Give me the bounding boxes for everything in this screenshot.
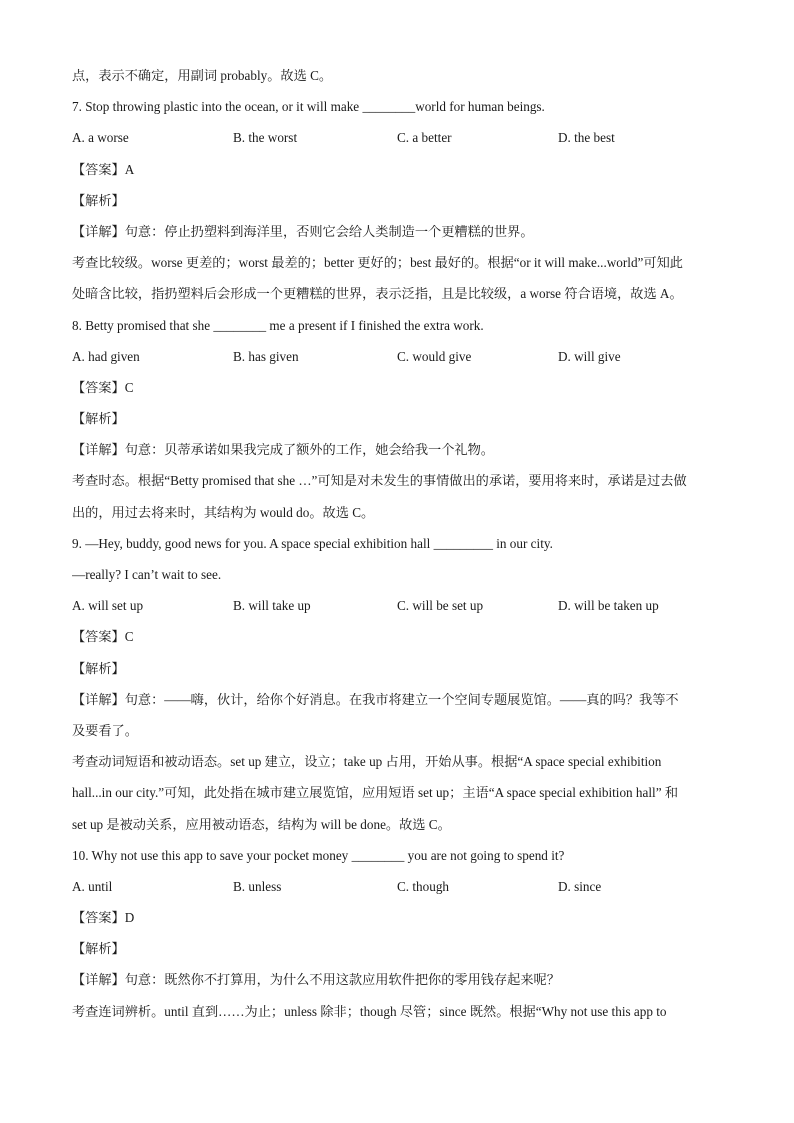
- question-stem: 10. Why not use this app to save your pocket money ________ you are not going to spend it?: [72, 847, 565, 863]
- question-stem: 7. Stop throwing plastic into the ocean, or it will make ________world for human beings.: [72, 99, 545, 115]
- text-line: hall...in our city.”可知，此处指在城市建立展览馆，应用短语 set up；主语“A space special exhibition hall” 和: [72, 785, 679, 801]
- text-line: 考查比较级。worse 更差的；worst 最差的；better 更好的；best 最好的。根据“or it will make...world”可知此: [72, 255, 683, 271]
- option-b: B. will take up: [233, 598, 311, 614]
- detail-line: 【详解】句意：既然你不打算用，为什么不用这款应用软件把你的零用钱存起来呢？: [72, 972, 560, 988]
- answer-label: 【答案】C: [72, 629, 134, 645]
- option-b: B. unless: [233, 878, 282, 894]
- question-stem: 8. Betty promised that she ________ me a present if I finished the extra work.: [72, 317, 484, 333]
- analysis-label: 【解析】: [72, 660, 125, 676]
- analysis-label: 【解析】: [72, 941, 125, 957]
- text-line: 及要看了。: [72, 722, 138, 738]
- option-a: A. will set up: [72, 598, 144, 614]
- option-c: C. would give: [397, 348, 472, 364]
- option-a: A. had given: [72, 348, 140, 364]
- answer-options: [72, 590, 724, 621]
- analysis-label: 【解析】: [72, 411, 125, 427]
- detail-line: 【详解】句意：贝蒂承诺如果我完成了额外的工作，她会给我一个礼物。: [72, 442, 494, 458]
- text-line: 处暗含比较，指扔塑料后会形成一个更糟糕的世界，表示泛指，且是比较级，a worse 符合语境，故选 A。: [72, 286, 683, 302]
- option-c: C. a better: [397, 130, 452, 146]
- analysis-label: 【解析】: [72, 192, 125, 208]
- answer-options: [72, 871, 724, 902]
- option-c: C. will be set up: [397, 598, 484, 614]
- text-line: 考查动词短语和被动语态。set up 建立，设立；take up 占用，开始从事。根据“A space special exhibition: [72, 754, 662, 770]
- option-b: B. the worst: [233, 130, 298, 146]
- answer-label: 【答案】D: [72, 910, 135, 926]
- answer-options: [72, 341, 724, 372]
- answer-label: 【答案】C: [72, 379, 134, 395]
- option-c: C. though: [397, 878, 450, 894]
- detail-line: 【详解】句意：——嗨，伙计，给你个好消息。在我市将建立一个空间专题展览馆。——真的吗？我等不: [72, 691, 679, 707]
- option-d: D. since: [558, 878, 602, 894]
- option-d: D. will be taken up: [558, 598, 659, 614]
- detail-line: 【详解】句意：停止扔塑料到海洋里，否则它会给人类制造一个更糟糕的世界。: [72, 223, 534, 239]
- text-line: set up 是被动关系，应用被动语态，结构为 will be done。故选 C。: [72, 816, 451, 832]
- document-page: [72, 60, 724, 1027]
- text-line: 点，表示不确定，用副词 probably。故选 C。: [72, 68, 333, 83]
- option-a: A. until: [72, 878, 113, 894]
- text-line: 考查时态。根据“Betty promised that she …”可知是对未发生的事情做出的承诺，要用将来时，承诺是过去做: [72, 473, 687, 489]
- answer-label: 【答案】A: [72, 161, 135, 177]
- text-line: —really? I can’t wait to see.: [72, 567, 222, 582]
- text-line: 考查连词辨析。until 直到……为止；unless 除非；though 尽管；since 既然。根据“Why not use this app to: [72, 1003, 667, 1019]
- question-stem: 9. —Hey, buddy, good news for you. A space special exhibition hall _________ in our city.: [72, 535, 553, 551]
- option-b: B. has given: [233, 348, 299, 364]
- option-d: D. will give: [558, 348, 621, 364]
- answer-options: [72, 122, 724, 153]
- text-line: 出的，用过去将来时，其结构为 would do。故选 C。: [72, 504, 375, 520]
- option-a: A. a worse: [72, 130, 129, 146]
- option-d: D. the best: [558, 130, 615, 146]
